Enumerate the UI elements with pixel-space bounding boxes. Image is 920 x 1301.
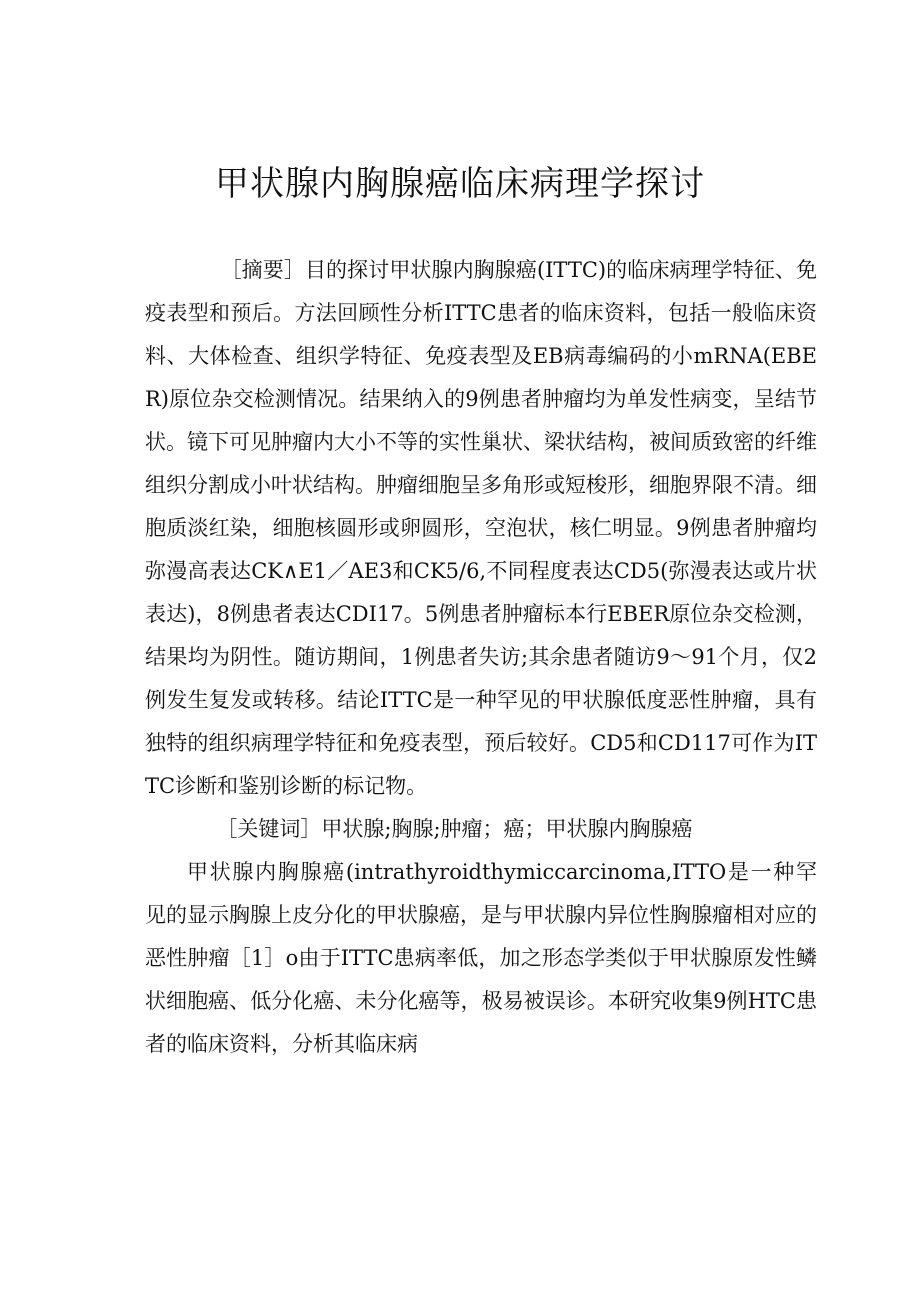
intro-paragraph: 甲状腺内胸腺癌(intrathyroidthymiccarcinoma,ITTO是一种罕见的显示胸腺上皮分化的甲状腺癌，是与甲状腺内异位性胸腺瘤相对应的恶性肿瘤［1］o由于ITTC患病率低，加之形态学类似于甲状腺原发性鳞状细胞癌、低分化癌、未分化癌等，极易被误诊。本研究收集9例HTC患者的临床资料，分析其临床病 [145,860,817,1056]
document-body [145,249,817,1066]
document-title: 甲状腺内胸腺癌临床病理学探讨 [215,164,705,204]
keywords-paragraph: ［关键词］甲状腺;胸腺;肿瘤；癌；甲状腺内胸腺癌 [216,817,693,841]
abstract-paragraph: ［摘要］目的探讨甲状腺内胸腺癌(ITTC)的临床病理学特征、免疫表型和预后。方法回顾性分析ITTC患者的临床资料，包括一般临床资料、大体检查、组织学特征、免疫表型及EB病毒编码的小mRNA(EBER)原位杂交检测情况。结果纳入的9例患者肿瘤均为单发性病变，呈结节状。镜下可见肿瘤内大小不等的实性巢状、梁状结构，被间质致密的纤维组织分割成小叶状结构。肿瘤细胞呈多角形或短梭形，细胞界限不清。细胞质淡红染，细胞核圆形或卵圆形，空泡状，核仁明显。9例患者肿瘤均弥漫高表达CK∧E1／AE3和CK5/6,不同程度表达CD5(弥漫表达或片状表达)，8例患者表达CDI17。5例患者肿瘤标本行EBER原位杂交检测，结果均为阴性。随访期间，1例患者失访;其余患者随访9〜91个月，仅2例发生复发或转移。结论ITTC是一种罕见的甲状腺低度恶性肿瘤，具有独特的组织病理学特征和免疫表型，预后较好。CD5和CD117可作为ITTC诊断和鉴别诊断的标记物。 [145,258,817,798]
